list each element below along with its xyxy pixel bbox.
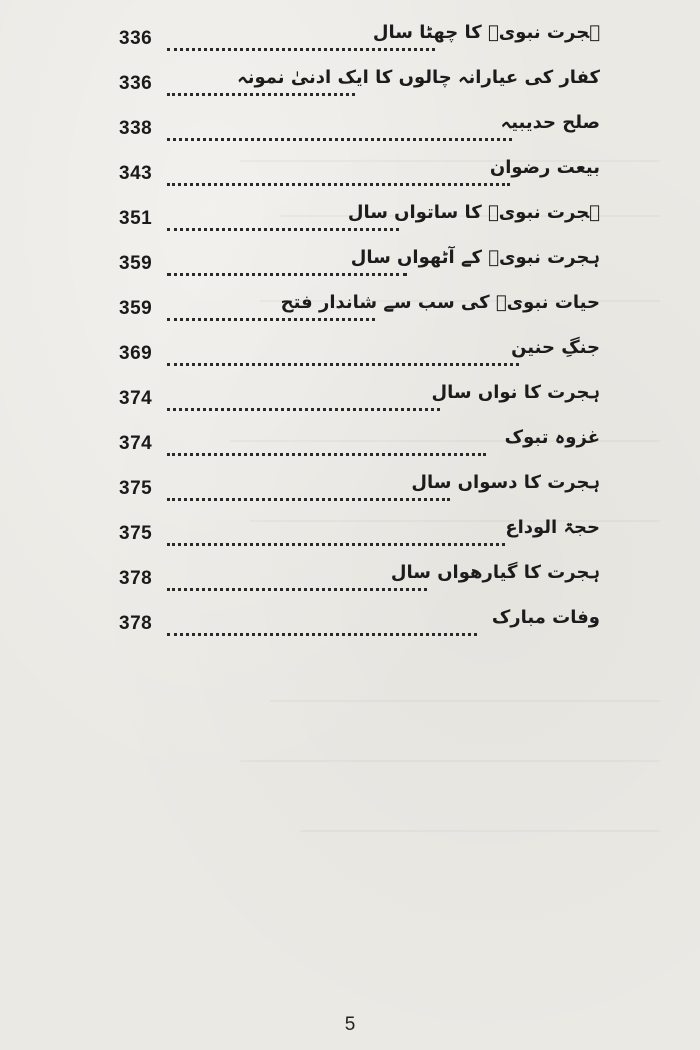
toc-title: حجۃ الوداع [505, 517, 600, 538]
toc-leader-dots [167, 588, 427, 591]
toc-leader-dots [167, 363, 519, 366]
toc-title: حیات نبویؐ کی سب سے شاندار فتح [280, 292, 600, 313]
toc-leader-dots [167, 183, 510, 186]
toc-title: جنگِ حنین [511, 337, 600, 358]
toc-entry[interactable] [115, 112, 600, 156]
toc-entry[interactable] [115, 67, 600, 111]
toc-leader-dots [167, 408, 440, 411]
toc-page-number: 336 [119, 73, 153, 94]
toc-title: وفات مبارک [491, 607, 600, 628]
toc-page-number: 336 [119, 28, 153, 49]
toc-page-number: 338 [119, 118, 153, 139]
toc-entry[interactable] [115, 427, 600, 471]
toc-title: ہجرت کا گیارھواں سال [390, 562, 600, 583]
toc-title: غزوہ تبوک [504, 427, 600, 448]
toc-title: ہجرت نبویؐ کا چھٹا سال [372, 22, 600, 43]
toc-title: ہجرت کا دسواں سال [411, 472, 600, 493]
toc-leader-dots [167, 498, 450, 501]
toc-page-number: 359 [119, 298, 153, 319]
toc-page-number: 374 [119, 433, 153, 454]
toc-entry[interactable] [115, 157, 600, 201]
toc-entry[interactable] [115, 292, 600, 336]
toc-page-number: 359 [119, 253, 153, 274]
toc-title: کفار کی عیارانہ چالوں کا ایک ادنیٰ نمونہ [237, 67, 600, 88]
toc-leader-dots [167, 543, 505, 546]
toc-entry[interactable] [115, 22, 600, 66]
toc-page-number: 375 [119, 478, 153, 499]
toc-entry[interactable] [115, 247, 600, 291]
toc-page-number: 374 [119, 388, 153, 409]
toc-leader-dots [167, 48, 435, 51]
toc-title: صلح حدیبیہ [500, 112, 600, 133]
toc-leader-dots [167, 228, 399, 231]
toc-leader-dots [167, 138, 512, 141]
toc-entry[interactable] [115, 607, 600, 651]
page-number: 5 [344, 1014, 356, 1035]
toc-title: بیعت رضوان [489, 157, 600, 178]
toc-entry[interactable] [115, 472, 600, 516]
toc-entry[interactable] [115, 562, 600, 606]
toc-title: ہجرت نبویؐ کے آٹھواں سال [350, 247, 600, 268]
toc-leader-dots [167, 273, 407, 276]
toc-leader-dots [167, 633, 477, 636]
toc-page-number: 375 [119, 523, 153, 544]
toc-entry[interactable] [115, 382, 600, 426]
toc-page-number: 378 [119, 613, 153, 634]
toc-title: ہجرت کا نواں سال [431, 382, 600, 403]
toc-title: ہجرت نبویؐ کا ساتواں سال [347, 202, 600, 223]
toc-page-number: 369 [119, 343, 153, 364]
toc-entry[interactable] [115, 202, 600, 246]
toc-entry[interactable] [115, 517, 600, 561]
toc-leader-dots [167, 93, 355, 96]
toc-page-number: 378 [119, 568, 153, 589]
toc-leader-dots [167, 453, 486, 456]
toc-entry[interactable] [115, 337, 600, 381]
toc-leader-dots [167, 318, 375, 321]
toc-page-number: 351 [119, 208, 153, 229]
toc-page-number: 343 [119, 163, 153, 184]
